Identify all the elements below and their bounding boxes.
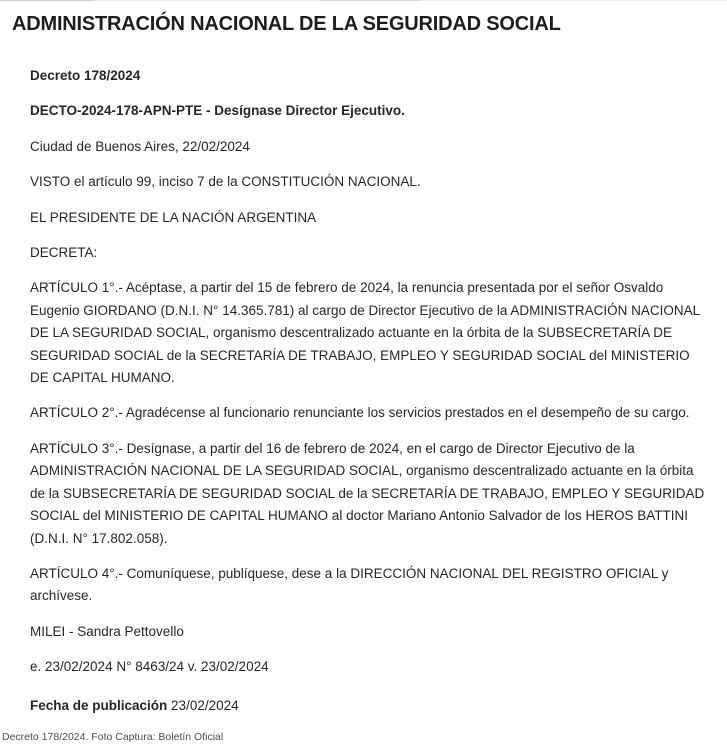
top-edge-line (0, 0, 727, 1)
decree-visto-clause: VISTO el artículo 99, inciso 7 de la CONSTITUCIÓN NACIONAL. (30, 174, 421, 190)
publication-date-value: 23/02/2024 (171, 697, 239, 713)
page-title: ADMINISTRACIÓN NACIONAL DE LA SEGURIDAD SOCIAL (12, 13, 561, 35)
article-2-paragraph: ARTÍCULO 2°.- Agradécense al funcionario renunciante los servicios prestados en el desempeño de su cargo. (30, 405, 690, 421)
photo-caption: Decreto 178/2024. Foto Captura: Boletín Oficial (2, 731, 224, 743)
signature-line: MILEI - Sandra Pettovello (30, 623, 184, 639)
decree-code-subject: DECTO-2024-178-APN-PTE - Desígnase Director Ejecutivo. (30, 103, 405, 119)
edict-publication-line: e. 23/02/2024 N° 8463/24 v. 23/02/2024 (30, 659, 269, 675)
publication-date-label: Fecha de publicación (30, 697, 168, 713)
decree-decreta-heading: DECRETA: (30, 245, 98, 261)
article-4-paragraph: ARTÍCULO 4°.- Comuníquese, publíquese, dese a la DIRECCIÓN NACIONAL DEL REGISTRO OFICIAL y archívese. (30, 565, 669, 604)
decree-issuer: EL PRESIDENTE DE LA NACIÓN ARGENTINA (30, 209, 317, 225)
article-1-paragraph: ARTÍCULO 1°.- Acéptase, a partir del 15 de febrero de 2024, la renuncia presentada por el señor Osvaldo Eugenio GIORDANO (D.N.I. N° 14.365.781) al cargo de Director Ejecutivo de la ADMINISTRACIÓN NACIONAL DE LA SEGURIDAD SOCIAL, organismo descentralizado actuante en la órbita de la SUBSECRETARÍA DE SEGURIDAD SOCIAL de la SECRETARÍA DE TRABAJO, EMPLEO Y SEGURIDAD SOCIAL del MINISTERIO DE CAPITAL HUMANO. (30, 280, 700, 386)
decree-body (0, 36, 727, 717)
publication-date-line (30, 695, 705, 717)
decree-city-date: Ciudad de Buenos Aires, 22/02/2024 (30, 138, 250, 154)
article-3-paragraph: ARTÍCULO 3°.- Desígnase, a partir del 16 de febrero de 2024, en el cargo de Director Ejecutivo de la ADMINISTRACIÓN NACIONAL DE LA SEGURIDAD SOCIAL, organismo descentralizado actuante en la órbita de la SUBSECRETARÍA DE SEGURIDAD SOCIAL de la SECRETARÍA DE TRABAJO, EMPLEO Y SEGURIDAD SOCIAL del MINISTERIO DE CAPITAL HUMANO al doctor Mariano Antonio Salvador de los HEROS BATTINI (D.N.I. N° 17.802.058). (30, 440, 705, 546)
decree-number: Decreto 178/2024 (30, 68, 141, 83)
